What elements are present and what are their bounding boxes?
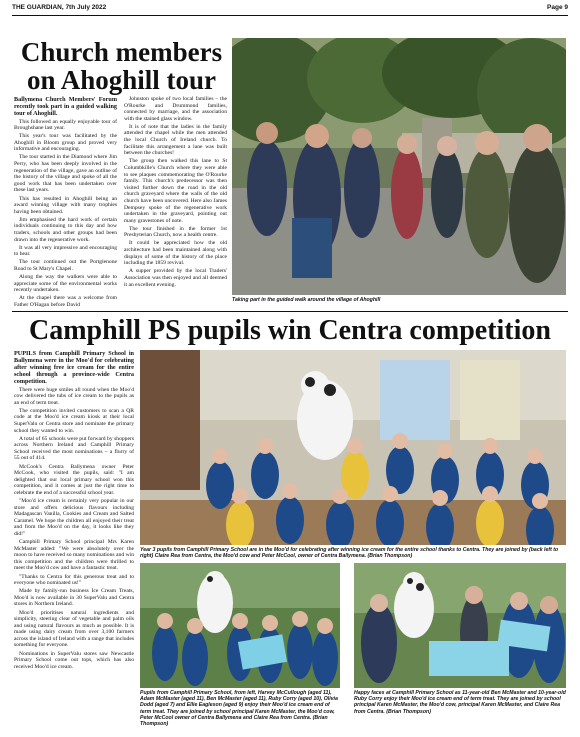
newspaper-title: THE GUARDIAN, 7th July 2022 xyxy=(12,4,107,11)
happy-faces-photo xyxy=(354,563,566,688)
paragraph: There were huge smiles all round when the Moo'd cow delivered the tubs of ice cream to the pupils as an end of term treat. xyxy=(14,386,134,406)
story1-headline xyxy=(14,38,229,94)
paragraph: Nominations in SuperValu stores saw Newcastle Primary School come out tops, which has also received Moo'd ice cream. xyxy=(14,650,134,670)
header-rule xyxy=(12,15,568,16)
walking-tour-photo xyxy=(232,38,566,295)
headline-line-2: on Ahoghill tour xyxy=(26,65,217,95)
happy-faces-photo-image xyxy=(354,563,566,688)
paragraph: The tour finished in the former 1st Presbyterian Church, now a health centre. xyxy=(124,225,227,239)
paragraph: "Thanks to Centra for this generous treat and to everyone who nominated us!" xyxy=(14,573,134,587)
paragraph: Along the way the walkers were able to appreciate some of the environmental works recently undertaken. xyxy=(14,274,117,294)
paragraph: Jim emphasised the hard work of certain individuals continuing to this day and how traders, schools and other groups had been drawn into the regenerative work. xyxy=(14,216,117,243)
paragraph: Moo'd prioritises natural ingredients and simplicity, steering clear of vegetable and palm oils and using natural flavours as much as possible. It is made using dairy cream from over 3,100 farmers across the island of Ireland with a range that includes something for everyone. xyxy=(14,609,134,649)
paragraph: A total of 65 schools were put forward by shoppers across Northern Ireland and Camphill Primary School received the most nominations – a flurry of 55 out of 414. xyxy=(14,435,134,462)
paragraph: It was all very impressive and encouraging to hear. xyxy=(14,244,117,258)
walking-tour-caption: Taking part in the guided walk around the village of Ahoghill xyxy=(232,297,381,303)
pupils-photo xyxy=(140,563,340,688)
happy-faces-caption: Happy faces at Camphill Primary School as 11-year-old Ben McMaster and 10-year-old Ruby Corry enjoy their Moo'd ice cream end of term treat. They are joined by school principal Karen McMaster, the Moo'd cow, principal Karen McMaster, and Claire Rea from Centra. (Brian Thompson) xyxy=(354,690,566,715)
paragraph: The tour started in the Diamond where Jim Perry, who has been deeply involved in the regeneration of the village, gave an outline of the history of the village and spoke of all the good work that has been undertaken over these last years. xyxy=(14,154,117,194)
story1-column-1 xyxy=(14,96,117,308)
paragraph: It is of note that the ladies in the family attended the chapel while the men attended the local Church of Ireland church. To facilitate this arrangement a lane was built between the churches! xyxy=(124,123,227,157)
paragraph: At the chapel there was a welcome from Father O'Hagan before David xyxy=(14,295,117,308)
paragraph: The tour continued out the Portglenone Road to St Mary's Chapel. xyxy=(14,259,117,272)
group-photo xyxy=(140,350,566,545)
paragraph: Made by family-run business Ice Cream Treats, Moo'd is now available in 30 SuperValu and Centra stores in Northern Ireland. xyxy=(14,588,134,608)
pupils-photo-image xyxy=(140,563,340,688)
paragraph: McCook's Centra Ballymena owner Peter McCook, who visited the pupils, said: "I am delighted that our local primary school won this competition, and it comes at just the right time to celebrate the end of a successful school year. xyxy=(14,463,134,496)
story-divider xyxy=(12,311,568,312)
page-number: Page 9 xyxy=(547,4,568,11)
paragraph: It could be appreciated how the old architecture had been maintained along with displays of some of the history of the place including the 1859 revival. xyxy=(124,240,227,267)
story2-headline: Camphill PS pupils win Centra competition xyxy=(29,315,551,346)
group-photo-caption: Year 3 pupils from Camphill Primary School are in the Moo'd for celebrating after winning ice cream for the entire school thanks to Centra. They are joined by (back left to right) Claire Rea from Centra, the Moo'd cow and Peter McCool, owner of Centra Ballymena. (Brian Thompson) xyxy=(140,547,559,560)
paragraph: "Moo'd ice cream is certainly very popular in our store and offers delicious flavours including Madagascan Vanilla, Cookies and Cream and Salted Caramel. We hope the children all enjoyed their treat and from the Moo'd on the day, it looks like they did!" xyxy=(14,498,134,537)
paragraph: A supper provided by the local Traders' Association was then enjoyed and all deemed it an excellent evening. xyxy=(124,268,227,288)
paragraph: Johnston spoke of two local families – the O'Rourke and Drummond families, connected by marriage, and the association with the stained glass window. xyxy=(124,96,227,122)
paragraph: Ballymena Church Members' Forum recently took part in a guided walking tour of Ahoghill. xyxy=(14,96,117,117)
paragraph: The competition invited customers to scan a QR code at the Moo'd ice cream kiosk at their local SuperValu or Centra store and nominate the primary school they wanted to win. xyxy=(14,407,134,434)
story2-column xyxy=(14,350,134,730)
headline-line-1: Church members xyxy=(20,37,223,67)
page-header xyxy=(12,4,568,15)
story1-column-2 xyxy=(124,96,227,308)
paragraph: This year's tour was facilitated by the Ahoghill in Bloom group and proved very informative and encouraging. xyxy=(14,133,117,153)
paragraph: The group then walked this lane to St Columbkille's Church where they were able to see plaques commemorating the O'Rourke family. This church's predecessor was then visited further down the road in the old church graveyard where the walls of the old church have been uncovered. Here also James Dempsey spoke of the regenerative work undertaken in the graveyard, pointing out many gravestones of note. xyxy=(124,158,227,224)
group-photo-image xyxy=(140,350,566,545)
paragraph: This has resulted in Ahoghill being an award winning village with many trophies having been obtained. xyxy=(14,195,117,215)
paragraph: Camphill Primary School principal Mrs Karen McMaster added: "We were absolutely over the moon to have received so many nominations and win this competition and the children were thrilled to meet the Moo'd cow and have a fantastic treat. xyxy=(14,539,134,572)
paragraph: This followed an equally enjoyable tour of Broughshane last year. xyxy=(14,118,117,132)
paragraph: PUPILS from Camphill Primary School in Ballymena were in the Moo'd for celebrating after winning free ice cream for the entire school through a province-wide Centra competition. xyxy=(14,350,134,385)
walking-tour-photo-image xyxy=(232,38,566,295)
pupils-photo-caption: Pupils from Camphill Primary School, from left, Harvey McCullough (aged 11), Adam McMaster (aged 11), Ben McMaster (aged 11), Ruby Corry (aged 10), Olivia Dodd (aged 7) and Ellie Eagleson (aged 9) enjoy their Moo'd ice cream end of term treat. They are joined by school principal Karen McMaster, the Moo'd cow, Peter McCool owner of Centra Ballymena and Claire Rea from Centra. (Brian Thompson) xyxy=(140,690,338,728)
